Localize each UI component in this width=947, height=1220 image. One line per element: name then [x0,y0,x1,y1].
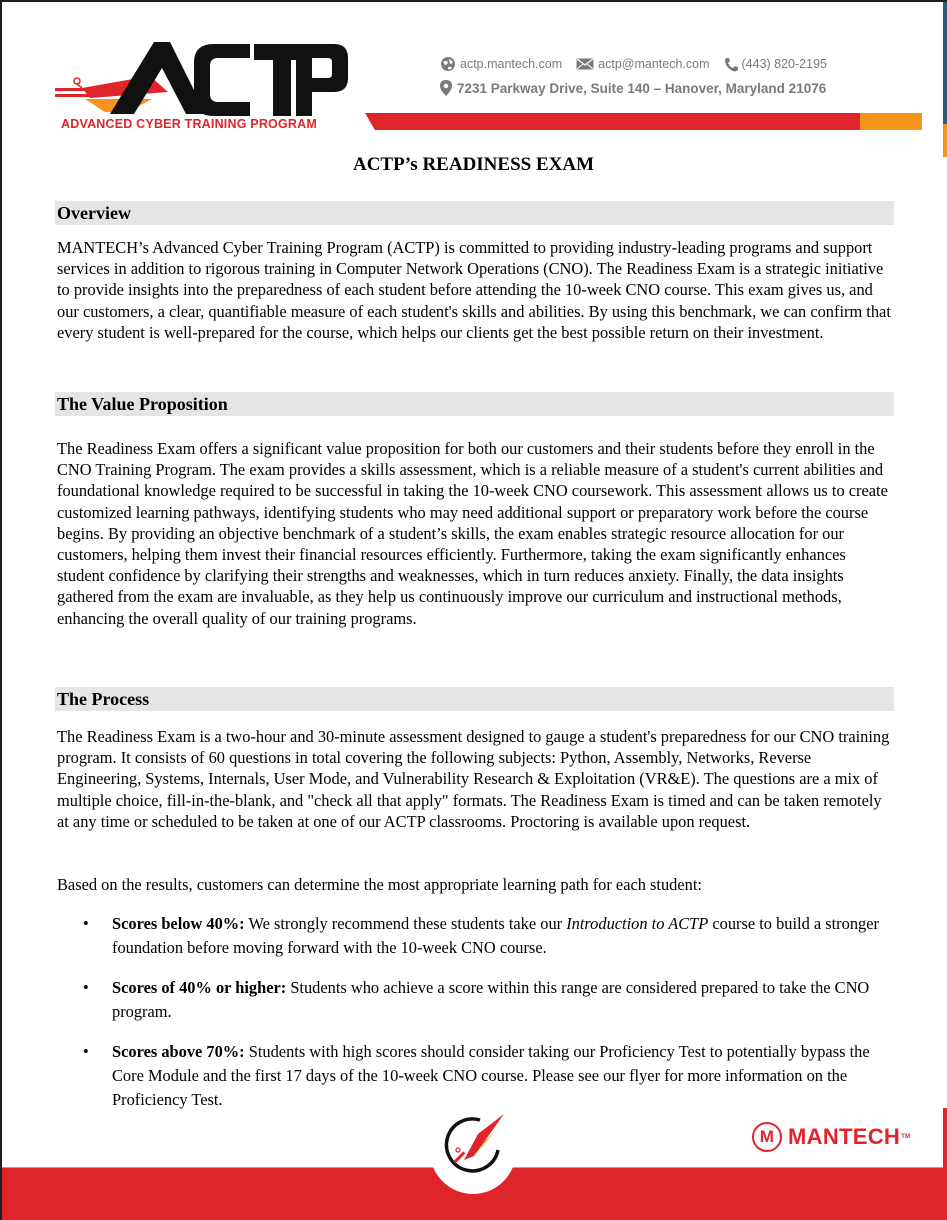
email-text: actp@mantech.com [598,57,710,71]
bullet-label: Scores above 70%: [112,1042,245,1061]
contact-info [440,55,841,97]
footer-badge [430,1108,516,1194]
side-strip [943,2,947,124]
actp-logo-icon [50,36,350,118]
address-text: 7231 Parkway Drive, Suite 140 – Hanover, Maryland 21076 [457,80,827,96]
trademark: TM [901,1134,911,1140]
bullet-dot-icon: • [83,914,89,933]
bullet-label: Scores of 40% or higher: [112,978,287,997]
bullet-label: Scores below 40%: [112,914,245,933]
envelope-icon [576,58,594,70]
actp-logo [50,36,350,136]
bullet-item [57,1040,897,1112]
bullet-text: course to build a stronger foundation before moving forward with the 10-week CNO course. [112,914,879,957]
email-link[interactable] [576,57,709,71]
bullet-dot-icon: • [83,1042,89,1061]
side-strip-accent [943,124,947,157]
mantech-wordmark: MANTECH [788,1124,901,1149]
window-frame-left [0,0,2,1220]
website-text: actp.mantech.com [460,57,563,71]
phone-link[interactable] [724,57,827,72]
logo-subtitle: ADVANCED CYBER TRAINING PROGRAM [61,117,317,131]
bullet-italic-text: Introduction to ACTP [566,914,709,933]
bullet-text: Students with high scores should consider taking our Proficiency Test to potentially bypass the Core Module and the first 17 days of the 10-week CNO course. Please see our flyer for more information on the Proficiency Test. [112,1042,870,1109]
overview-paragraph: MANTECH’s Advanced Cyber Training Program (ACTP) is committed to providing industry-leading programs and support services in addition to rigorous training in Computer Network Operations (CNO). The Readiness Exam is a strategic initiative to provide insights into the preparedness of each student before attending the 10-week CNO course. This exam gives us, and our customers, a clear, quantifiable measure of each student's skills and abilities. By using this benchmark, we can confirm that every student is well-prepared for the course, which helps our clients get the best possible return on their investment. [57,238,891,342]
map-pin-icon [440,80,452,96]
website-link[interactable] [440,56,562,72]
bullet-text: We strongly recommend these students take our [244,914,567,933]
section-heading-overview: Overview [55,201,894,225]
bullet-item [57,976,897,1024]
phone-icon [724,57,738,72]
bullet-dot-icon: • [83,978,89,997]
window-frame-top [0,0,947,2]
bullet-text: Students who achieve a score within this range are considered prepared to take the CNO program. [112,978,870,1021]
process-paragraph: The Readiness Exam is a two-hour and 30-minute assessment designed to gauge a student's preparedness for our CNO training program. It consists of 60 questions in total covering the following subjects: Python, Assembly, Networks, Reverse Engineering, Systems, Internals, User Mode, and Vulnerability Research & Exploitation (VR&E). The questions are a mix of multiple choice, fill-in-the-blank, and "check all that apply" formats. The Readiness Exam is timed and can be taken remotely at any time or scheduled to be taken at one of our ACTP classrooms. Proctoring is available upon request. [57,727,890,831]
header-bar-red [365,113,860,130]
actp-emblem-icon [440,1112,506,1178]
address [440,79,841,97]
section-heading-value-proposition: The Value Proposition [55,392,894,416]
mantech-logo [752,1122,910,1152]
header-bar-orange [860,113,922,130]
globe-icon [440,56,456,72]
footer-edge [943,1108,947,1220]
score-bullet-list [57,912,897,1128]
value-proposition-paragraph: The Readiness Exam offers a significant value proposition for both our customers and their students before they enroll in the CNO Training Program. The exam provides a skills assessment, which is a reliable measure of a student's current abilities and foundational knowledge required to be successful in taking the 10-week CNO coursework. This assessment allows us to create customized learning pathways, identifying students who may need additional support or preparatory work before the course begins. By providing an objective benchmark of a student’s skills, the exam enables strategic resource allocation for our customers, helping them invest their financial resources efficiently. Furthermore, taking the exam significantly enhances student confidence by clarifying their strengths and weaknesses, which in turn reduces anxiety. Finally, the data insights gathered from the exam are invaluable, as they help us continuously improve our curriculum and instructional methods, enhancing the overall quality of our training programs. [57,439,888,628]
mantech-m-icon: M [752,1122,782,1152]
bullet-item [57,912,897,960]
process-intro: Based on the results, customers can determine the most appropriate learning path for each student: [57,875,702,894]
phone-text: (443) 820-2195 [741,57,827,71]
document-title: ACTP’s READINESS EXAM [352,154,595,175]
section-heading-process: The Process [55,687,894,711]
